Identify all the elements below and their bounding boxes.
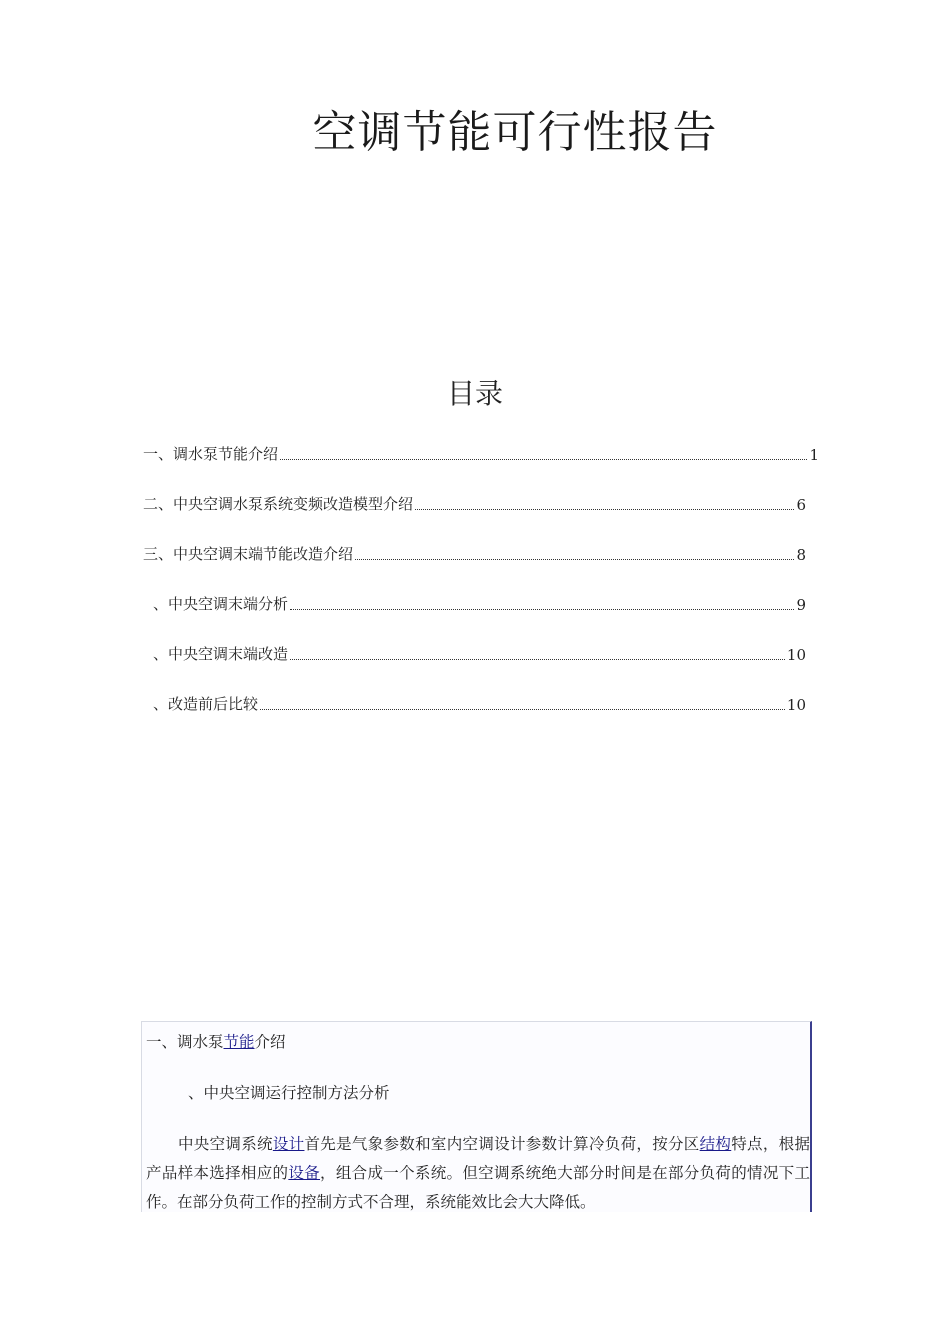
paragraph-text: 首先是气象参数和室内空调设计参数计算冷负荷，按分区 bbox=[304, 1135, 700, 1153]
design-link[interactable]: 设计 bbox=[272, 1135, 305, 1153]
document-title: 空调节能可行性报告 bbox=[312, 107, 718, 158]
toc-entry-page: 10 bbox=[786, 646, 806, 664]
section-heading-suffix: 介绍 bbox=[254, 1033, 286, 1051]
paragraph-text: 特点，根据产品样本选择相应的 bbox=[146, 1135, 810, 1182]
toc-leader-dots bbox=[280, 458, 807, 460]
section-heading bbox=[146, 1030, 286, 1052]
section-one-content bbox=[141, 1021, 812, 1212]
toc-entry[interactable] bbox=[153, 590, 806, 614]
section-paragraph bbox=[146, 1130, 810, 1217]
toc-entry[interactable] bbox=[143, 490, 806, 514]
toc-entry-label: 、改造前后比较 bbox=[153, 695, 259, 713]
toc-entry-label: 三、中央空调末端节能改造介绍 bbox=[143, 545, 354, 563]
toc-entry[interactable] bbox=[153, 690, 806, 714]
toc-entry-label: 、中央空调末端分析 bbox=[153, 595, 289, 613]
toc-leader-dots bbox=[260, 708, 785, 710]
subsection-heading: 、中央空调运行控制方法分析 bbox=[188, 1084, 390, 1102]
toc-entry-page: 10 bbox=[786, 696, 806, 714]
toc-leader-dots bbox=[290, 608, 794, 610]
paragraph-text: ，组合成一个系统。但空调系统绝大部分时间是在部分负荷的情况下工作。在部分负荷工作的控制方式不合理，系统能效比会大大降低。 bbox=[146, 1164, 810, 1211]
toc-entry-label: 二、中央空调水泵系统变频改造模型介绍 bbox=[143, 495, 414, 513]
toc-entry-page: 6 bbox=[796, 496, 806, 514]
toc-entry[interactable] bbox=[153, 640, 806, 664]
equipment-link[interactable]: 设备 bbox=[288, 1164, 320, 1182]
toc-leader-dots bbox=[290, 658, 785, 660]
structure-link[interactable]: 结构 bbox=[699, 1135, 732, 1153]
toc-entry-page: 9 bbox=[796, 596, 806, 614]
toc-leader-dots bbox=[415, 508, 794, 510]
toc-leader-dots bbox=[355, 558, 794, 560]
toc-entry-page: 1 bbox=[809, 446, 819, 464]
paragraph-text: 中央空调系统 bbox=[178, 1135, 273, 1153]
toc-entry[interactable] bbox=[143, 540, 806, 564]
toc-entry-label: 一、调水泵节能介绍 bbox=[143, 445, 279, 463]
toc-entry[interactable] bbox=[143, 440, 819, 464]
toc-heading: 目录 bbox=[446, 377, 503, 410]
toc-entry-page: 8 bbox=[796, 546, 806, 564]
section-heading-prefix: 一、调水泵 bbox=[146, 1033, 224, 1051]
energy-saving-link[interactable]: 节能 bbox=[223, 1033, 255, 1051]
toc-entry-label: 、中央空调末端改造 bbox=[153, 645, 289, 663]
